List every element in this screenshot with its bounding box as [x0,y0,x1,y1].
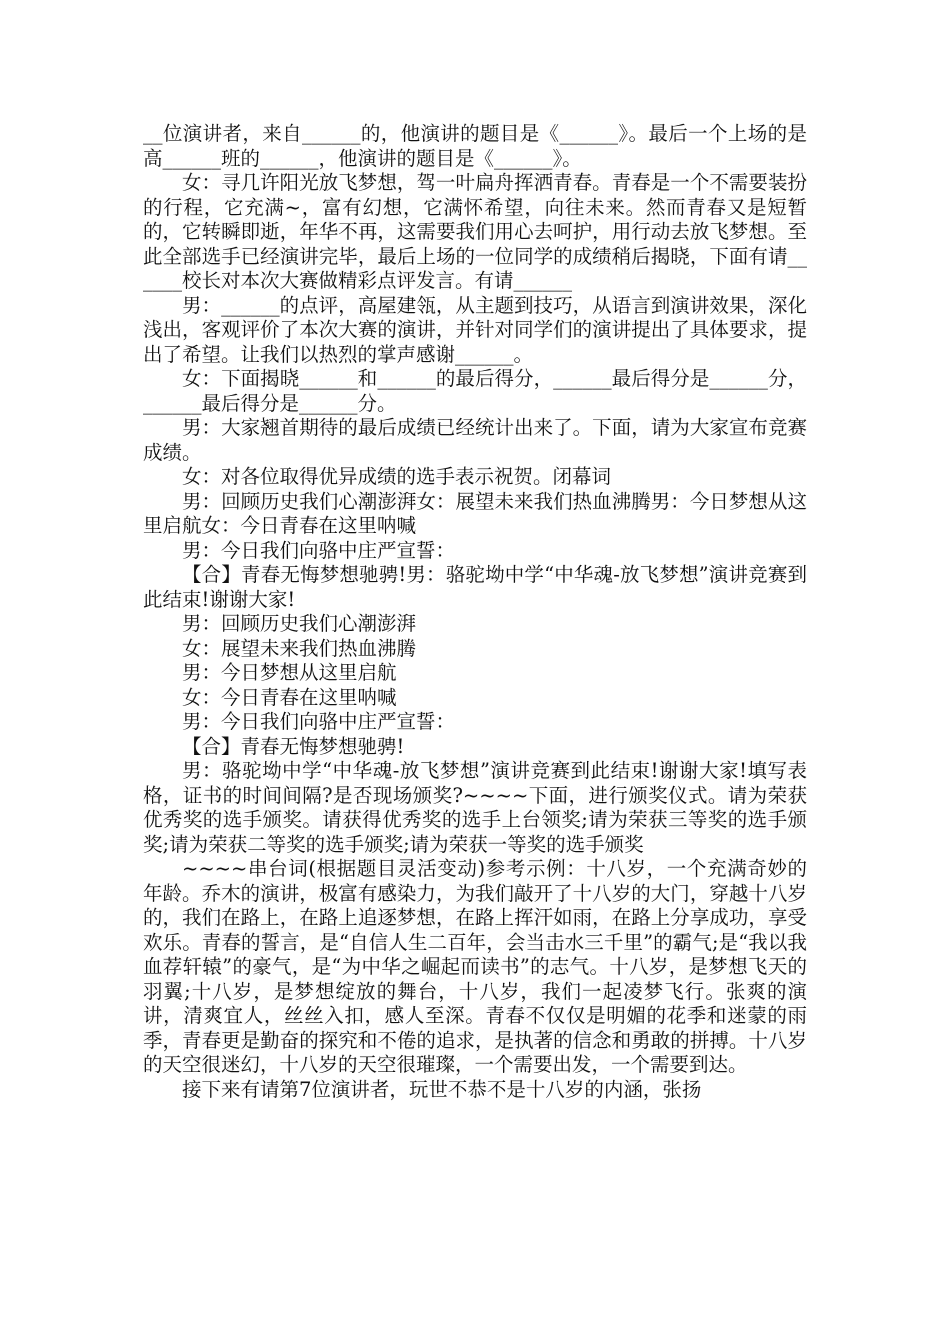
paragraph: 【合】青春无悔梦想驰骋! [182,734,405,758]
paragraph: 男：大家翘首期待的最后成绩已经统计出来了。下面，请为大家宣布竞赛成绩。 [143,416,807,464]
paragraph: 女：寻几许阳光放飞梦想，驾一叶扁舟挥洒青春。青春是一个不需要装扮的行程，它充满~，富有幻想，它满怀希望，向往未来。然而青春又是短暂的，它转瞬即逝，年华不再，这需要我们用心去呵护，用行动去放飞梦想。至此全部选手已经演讲完毕，最后上场的一位同学的成绩稍后揭晓，下面有请______校长对本次大赛做精彩点评发言。有请______ [143,171,807,292]
paragraph: 女：展望未来我们热血沸腾 [182,636,417,660]
paragraph: __位演讲者，来自______的，他演讲的题目是《______》。最后一个上场的是高______班的______，他演讲的题目是《______》。 [143,122,807,170]
paragraph: 男：回顾历史我们心潮澎湃 [182,612,417,635]
paragraph: 男：骆驼坳中学“中华魂-放飞梦想”演讲竞赛到此结束!谢谢大家!填写表格，证书的时间间隔?是否现场颁奖?~~~~下面，进行颁奖仪式。请为荣获优秀奖的选手颁奖。请获得优秀奖的选手上台领奖;请为荣获三等奖的选手颁奖;请为荣获二等奖的选手颁奖;请为荣获一等奖的选手颁奖 [143,759,807,856]
paragraph: 男：今日我们向骆中庄严宣誓： [182,538,456,562]
paragraph: 【合】青春无悔梦想驰骋!男：骆驼坳中学“中华魂-放飞梦想”演讲竞赛到此结束!谢谢大家! [143,563,807,611]
paragraph: ~~~~串台词(根据题目灵活变动)参考示例：十八岁，一个充满奇妙的年龄。乔木的演讲，极富有感染力，为我们敲开了十八岁的大门，穿越十八岁的，我们在路上，在路上追逐梦想，在路上挥汗如雨，在路上分享成功，享受欢乐。青春的誓言，是“自信人生二百年，会当击水三千里”的霸气;是“我以我血荐轩辕”的豪气，是“为中华之崛起而读书”的志气。十八岁，是梦想飞天的羽翼;十八岁，是梦想绽放的舞台，十八岁，我们一起凌梦飞行。张爽的演讲，清爽宜人，丝丝入扣，感人至深。青春不仅仅是明媚的花季和迷蒙的雨季，青春更是勤奋的探究和不倦的追求，是执著的信念和勇敢的拼搏。十八岁的天空很迷幻，十八岁的天空很璀璨，一个需要出发，一个需要到达。 [143,857,807,1076]
paragraph: 男：今日我们向骆中庄严宣誓： [182,710,456,733]
paragraph: 男：回顾历史我们心潮澎湃女：展望未来我们热血沸腾男：今日梦想从这里启航女：今日青春在这里呐喊 [143,489,807,537]
paragraph: 女：下面揭晓______和______的最后得分，______最后得分是______分，______最后得分是______分。 [143,367,807,415]
paragraph: 男：今日梦想从这里启航 [182,661,397,684]
paragraph: 接下来有请第7位演讲者，玩世不恭不是十八岁的内涵，张扬 [182,1077,702,1101]
paragraph: 男：______的点评，高屋建瓴，从主题到技巧，从语言到演讲效果，深化浅出，客观评价了本次大赛的演讲，并针对同学们的演讲提出了具体要求，提出了希望。让我们以热烈的掌声感谢______。 [143,293,807,366]
document-body [143,122,807,1102]
paragraph: 女：今日青春在这里呐喊 [182,685,397,709]
paragraph: 女：对各位取得优异成绩的选手表示祝贺。闭幕词 [182,465,612,488]
